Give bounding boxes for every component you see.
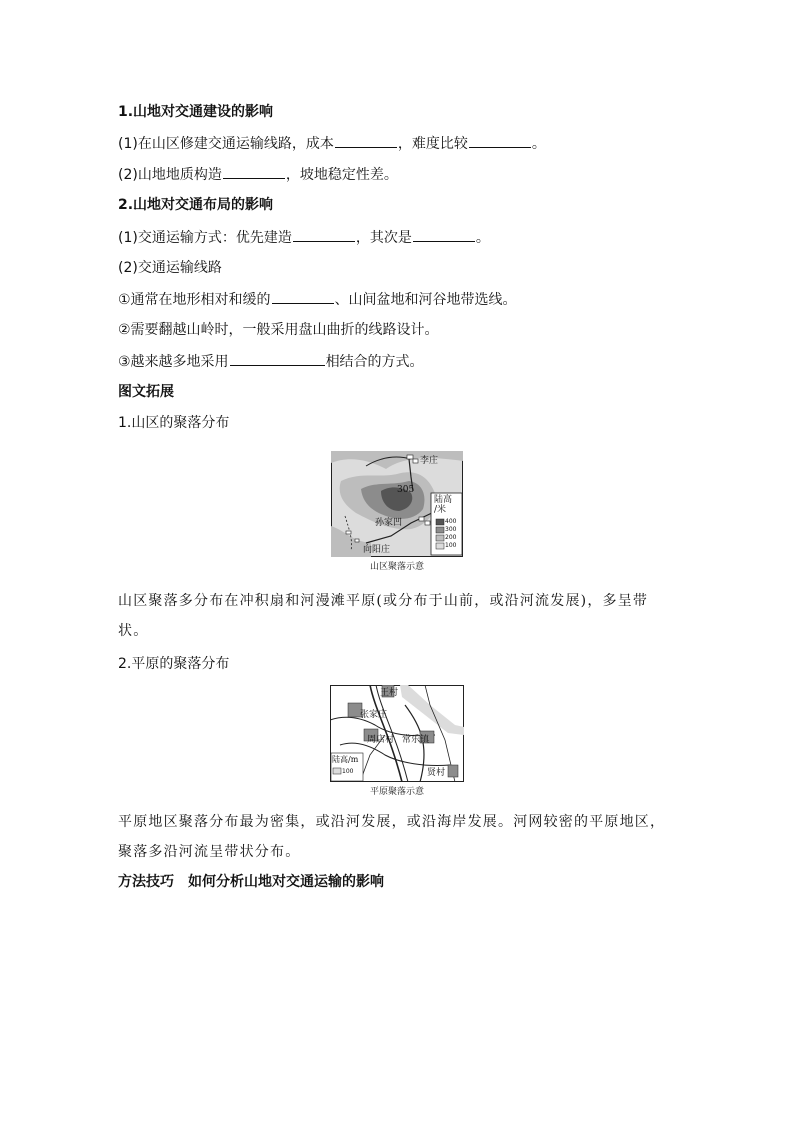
map-label-peak: 305 bbox=[397, 485, 415, 495]
section-2-sub-2: ②需要翻越山岭时，一般采用盘山曲折的线路设计。 bbox=[118, 322, 439, 338]
figure-1-caption: 山区聚落示意 bbox=[369, 562, 424, 572]
text-span: (1)在山区修建交通运输线路，成本 bbox=[118, 136, 334, 152]
text-span: 。 bbox=[475, 230, 490, 246]
section-1-item-1 bbox=[118, 133, 546, 154]
text-span: ，坡地稳定性差。 bbox=[285, 167, 398, 183]
plain-settlement-map bbox=[330, 685, 464, 782]
extension-2-title: 2.平原的聚落分布 bbox=[118, 656, 230, 672]
section-2-sub-1 bbox=[118, 289, 517, 310]
legend-values bbox=[445, 518, 456, 550]
map-label-village: 李庄 bbox=[420, 456, 439, 466]
legend-title: 陆高/m bbox=[332, 755, 359, 764]
section-2-sub-3 bbox=[118, 351, 424, 372]
text-span: 相结合的方式。 bbox=[325, 354, 424, 370]
extension-2-text: 平原地区聚落分布最为密集，或沿河发展，或沿海岸发展。河网较密的平原地区，聚落多沿河流呈带状分布。 bbox=[118, 814, 666, 860]
answer-blank[interactable] bbox=[223, 164, 285, 179]
extension-1-title: 1.山区的聚落分布 bbox=[118, 415, 230, 431]
answer-blank[interactable] bbox=[335, 133, 397, 148]
legend-value: 400 bbox=[445, 518, 457, 525]
legend-title-line: 陆高 bbox=[434, 495, 453, 505]
legend-value: 200 bbox=[445, 534, 457, 541]
map-label-village: 周店村 bbox=[367, 735, 395, 745]
section-2-item-2: (2)交通运输线路 bbox=[118, 260, 222, 276]
text-span: 、山间盆地和河谷地带选线。 bbox=[334, 292, 517, 308]
extension-title: 图文拓展 bbox=[118, 384, 174, 400]
answer-blank[interactable] bbox=[293, 227, 355, 242]
figure-2-caption: 平原聚落示意 bbox=[369, 787, 424, 797]
method-tips-title: 方法技巧 如何分析山地对交通运输的影响 bbox=[118, 874, 384, 890]
legend-value: 100 bbox=[342, 768, 354, 775]
extension-1-text: 山区聚落多分布在冲积扇和河漫滩平原(或分布于山前，或沿河流发展)，多呈带状。 bbox=[118, 593, 649, 639]
legend-title bbox=[434, 495, 452, 515]
answer-blank[interactable] bbox=[469, 133, 531, 148]
map-label-village: 孙家凹 bbox=[375, 518, 403, 528]
text-span: ，难度比较 bbox=[397, 136, 468, 152]
answer-blank[interactable] bbox=[272, 289, 334, 304]
section-1-title: 1.山地对交通建设的影响 bbox=[118, 104, 274, 120]
text-span: ①通常在地形相对和缓的 bbox=[118, 292, 271, 308]
legend-title-line: /米 bbox=[434, 505, 447, 515]
answer-blank[interactable] bbox=[413, 227, 475, 242]
map-label-village: 常乐镇 bbox=[402, 735, 430, 745]
map-label-village: 张家庄 bbox=[360, 710, 388, 720]
text-span: (2)山地地质构造 bbox=[118, 167, 222, 183]
legend-value: 300 bbox=[445, 526, 457, 533]
section-2-item-1 bbox=[118, 227, 490, 248]
text-span: 。 bbox=[531, 136, 546, 152]
section-2-title: 2.山地对交通布局的影响 bbox=[118, 197, 274, 213]
map-label-village: 王村 bbox=[380, 688, 399, 698]
text-span: ，其次是 bbox=[355, 230, 412, 246]
legend-value: 100 bbox=[445, 542, 457, 549]
text-span: (1)交通运输方式：优先建造 bbox=[118, 230, 292, 246]
answer-blank[interactable] bbox=[230, 351, 325, 366]
map-label-village: 向阳庄 bbox=[363, 545, 391, 555]
text-span: ③越来越多地采用 bbox=[118, 354, 229, 370]
section-1-item-2 bbox=[118, 164, 398, 185]
mountain-settlement-map bbox=[331, 451, 463, 557]
map-label-village: 贤村 bbox=[427, 768, 446, 778]
